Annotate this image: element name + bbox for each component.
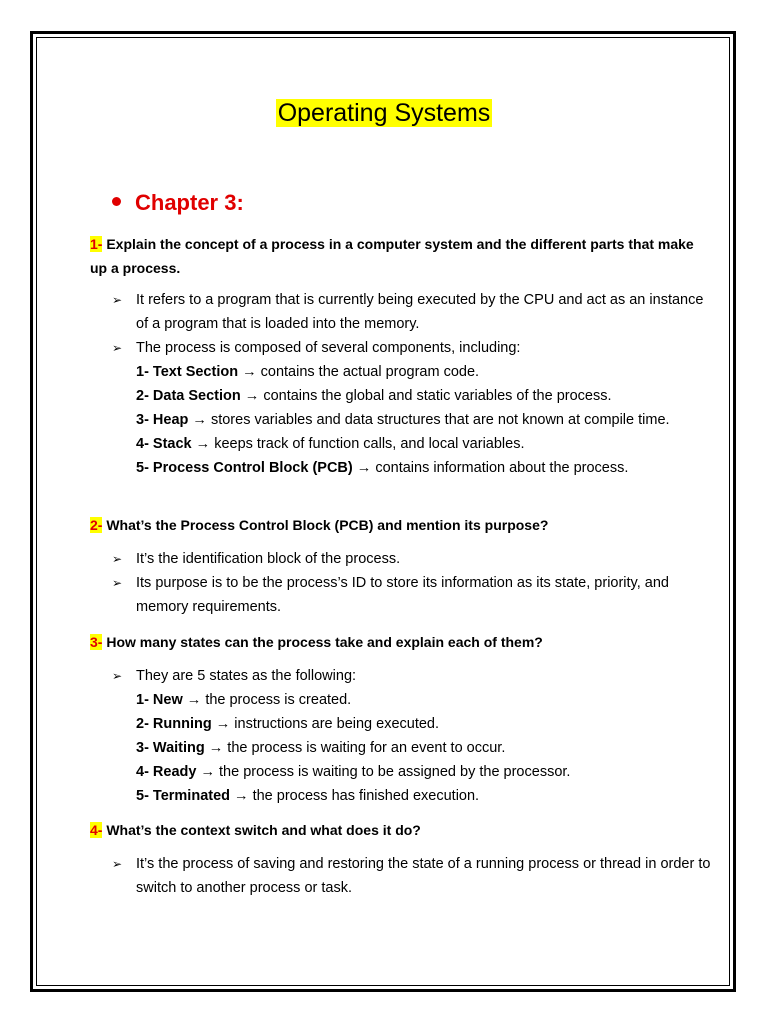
question-4: 4- What’s the context switch and what does it do? <box>90 822 421 838</box>
answer-2-list <box>112 547 712 619</box>
component-item: 5- Process Control Block (PCB) → contains information about the process. <box>136 460 629 476</box>
list-item: ➢ It’s the process of saving and restoring the state of a running process or thread in order to switch to another process or task. <box>112 852 712 900</box>
list-item: ➢ They are 5 states as the following: 1- New → the process is created. 2- Running → instructions are being executed. 3- Waiting → the process is waiting for an event to occur. 4- Ready → the process is waiting to be assigned by the processor. 5- Terminated → the process has finished execution. <box>112 664 712 808</box>
arrow-bullet-icon: ➢ <box>112 576 123 590</box>
question-1: 1- Explain the concept of a process in a computer system and the different parts that make up a process. <box>90 236 694 276</box>
page-border-inner <box>36 37 730 986</box>
list-item: ➢ The process is composed of several components, including: 1- Text Section → contains the actual program code. 2- Data Section → contains the global and static variables of the process. 3- Heap → stores variables and data structures that are not known at compile time. 4- Stack → keeps track of function calls, and local variables. 5- Process Control Block (PCB) → contains information about the process. <box>112 336 712 480</box>
arrow-bullet-icon: ➢ <box>112 341 123 355</box>
arrow-bullet-icon: ➢ <box>112 669 123 683</box>
arrow-bullet-icon: ➢ <box>112 857 123 871</box>
arrow-bullet-icon: ➢ <box>112 293 123 307</box>
chapter-heading: Chapter 3: <box>112 188 244 218</box>
document-title: Operating Systems <box>277 99 491 127</box>
bullet-dot-icon <box>112 197 121 206</box>
state-item: 5- Terminated → the process has finished execution. <box>136 788 480 804</box>
question-2: 2- What’s the Process Control Block (PCB) and mention its purpose? <box>90 517 549 533</box>
component-item: 3- Heap → stores variables and data structures that are not known at compile time. <box>136 412 670 428</box>
state-item: 2- Running → instructions are being executed. <box>136 716 440 732</box>
state-item: 1- New → the process is created. <box>136 692 352 708</box>
state-item: 3- Waiting → the process is waiting for an event to occur. <box>136 740 506 756</box>
list-item: ➢ It refers to a program that is currently being executed by the CPU and act as an instance of a program that is loaded into the memory. <box>112 288 712 336</box>
component-item: 2- Data Section → contains the global and static variables of the process. <box>136 388 612 404</box>
question-3: 3- How many states can the process take and explain each of them? <box>90 634 543 650</box>
list-item: ➢ Its purpose is to be the process’s ID to store its information as its state, priority, and memory requirements. <box>112 571 712 619</box>
state-item: 4- Ready → the process is waiting to be assigned by the processor. <box>136 764 571 780</box>
list-item: ➢ It’s the identification block of the process. <box>112 547 712 571</box>
arrow-bullet-icon: ➢ <box>112 552 123 566</box>
answer-4-list <box>112 852 712 900</box>
component-item: 4- Stack → keeps track of function calls, and local variables. <box>136 436 525 452</box>
component-item: 1- Text Section → contains the actual program code. <box>136 364 480 380</box>
answer-3-list <box>112 664 712 808</box>
answer-1-list <box>112 288 712 480</box>
